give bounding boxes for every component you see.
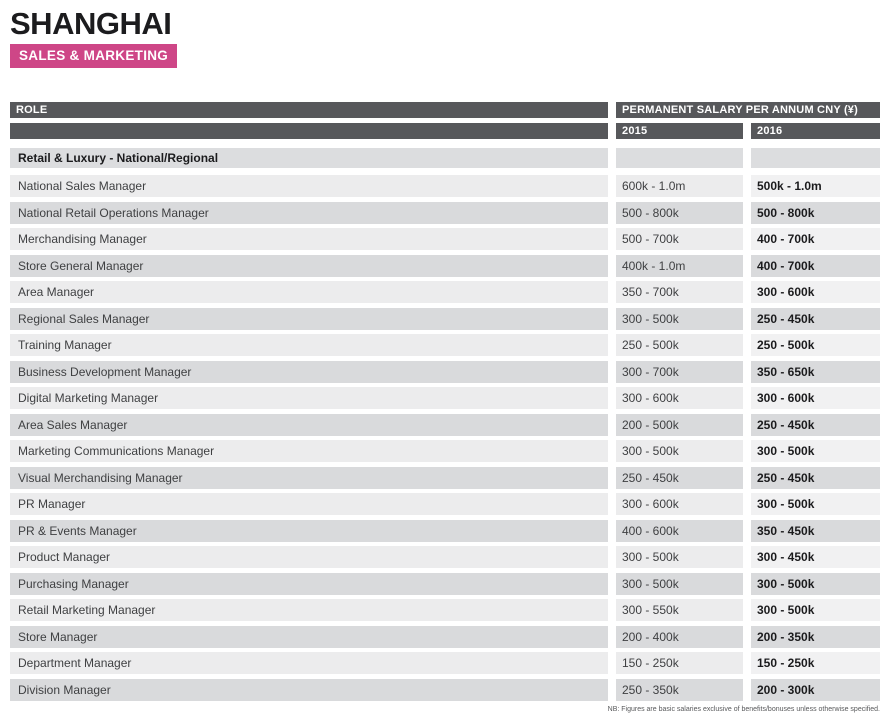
salary-2015-cell: 350 - 700k [616, 281, 743, 303]
salary-2015-cell: 500 - 700k [616, 228, 743, 250]
salary-2015-cell: 250 - 450k [616, 467, 743, 489]
table-row [10, 387, 880, 409]
role-cell: Marketing Communications Manager [10, 440, 608, 462]
salary-column-header: PERMANENT SALARY PER ANNUM CNY (¥) [616, 102, 880, 118]
salary-2016-cell: 350 - 650k [751, 361, 880, 383]
table-year-header-row [10, 123, 880, 139]
role-cell: Retail Marketing Manager [10, 599, 608, 621]
table-row [10, 175, 880, 197]
salary-2015-cell: 300 - 600k [616, 493, 743, 515]
year-2015-header: 2015 [616, 123, 743, 139]
table-row [10, 308, 880, 330]
role-column-header: ROLE [10, 102, 608, 118]
role-cell: Business Development Manager [10, 361, 608, 383]
table-row [10, 626, 880, 648]
salary-2016-cell: 400 - 700k [751, 228, 880, 250]
category-badge: SALES & MARKETING [10, 44, 177, 68]
salary-2015-cell: 300 - 500k [616, 440, 743, 462]
table-row [10, 334, 880, 356]
table-row [10, 361, 880, 383]
salary-2016-cell: 400 - 700k [751, 255, 880, 277]
table-row [10, 652, 880, 674]
salary-table [10, 102, 880, 701]
role-cell: Store General Manager [10, 255, 608, 277]
salary-2015-cell: 300 - 600k [616, 387, 743, 409]
table-row [10, 228, 880, 250]
salary-2016-cell: 500k - 1.0m [751, 175, 880, 197]
salary-2016-cell: 150 - 250k [751, 652, 880, 674]
salary-2015-cell: 400 - 600k [616, 520, 743, 542]
salary-2016-cell: 300 - 600k [751, 281, 880, 303]
table-row [10, 255, 880, 277]
salary-2015-cell: 200 - 500k [616, 414, 743, 436]
role-cell: Merchandising Manager [10, 228, 608, 250]
salary-2015-cell: 300 - 500k [616, 308, 743, 330]
section-header-row [10, 148, 880, 168]
table-row [10, 546, 880, 568]
role-cell: PR & Events Manager [10, 520, 608, 542]
table-header-row [10, 102, 880, 118]
salary-2016-cell: 250 - 450k [751, 308, 880, 330]
salary-2015-cell: 300 - 500k [616, 546, 743, 568]
salary-2016-cell: 250 - 450k [751, 414, 880, 436]
role-cell: Department Manager [10, 652, 608, 674]
table-row [10, 440, 880, 462]
salary-2015-cell: 250 - 350k [616, 679, 743, 701]
salary-2016-cell: 350 - 450k [751, 520, 880, 542]
role-cell: Visual Merchandising Manager [10, 467, 608, 489]
table-row [10, 414, 880, 436]
table-row [10, 520, 880, 542]
role-cell: Digital Marketing Manager [10, 387, 608, 409]
section-spacer-2015 [616, 148, 743, 168]
table-row [10, 493, 880, 515]
footnote: NB: Figures are basic salaries exclusive of benefits/bonuses unless otherwise specified. [607, 705, 880, 713]
salary-2016-cell: 300 - 500k [751, 573, 880, 595]
year-2016-header: 2016 [751, 123, 880, 139]
salary-2016-cell: 300 - 500k [751, 440, 880, 462]
section-spacer-2016 [751, 148, 880, 168]
section-header-label: Retail & Luxury - National/Regional [10, 148, 608, 168]
page-header [10, 6, 895, 68]
role-cell: Store Manager [10, 626, 608, 648]
table-row [10, 281, 880, 303]
salary-2016-cell: 500 - 800k [751, 202, 880, 224]
salary-2015-cell: 400k - 1.0m [616, 255, 743, 277]
salary-2016-cell: 300 - 450k [751, 546, 880, 568]
salary-2015-cell: 200 - 400k [616, 626, 743, 648]
salary-2016-cell: 250 - 450k [751, 467, 880, 489]
salary-2015-cell: 600k - 1.0m [616, 175, 743, 197]
salary-2016-cell: 300 - 600k [751, 387, 880, 409]
role-cell: Division Manager [10, 679, 608, 701]
table-row [10, 679, 880, 701]
table-row [10, 599, 880, 621]
role-cell: Area Sales Manager [10, 414, 608, 436]
table-row [10, 467, 880, 489]
salary-2016-cell: 200 - 300k [751, 679, 880, 701]
role-cell: National Sales Manager [10, 175, 608, 197]
role-cell: Product Manager [10, 546, 608, 568]
salary-2015-cell: 300 - 550k [616, 599, 743, 621]
role-cell: Area Manager [10, 281, 608, 303]
salary-2016-cell: 300 - 500k [751, 493, 880, 515]
salary-2016-cell: 250 - 500k [751, 334, 880, 356]
role-cell: Purchasing Manager [10, 573, 608, 595]
role-cell: Training Manager [10, 334, 608, 356]
role-cell: National Retail Operations Manager [10, 202, 608, 224]
salary-2016-cell: 300 - 500k [751, 599, 880, 621]
page-title: SHANGHAI [10, 6, 172, 41]
role-cell: PR Manager [10, 493, 608, 515]
role-cell: Regional Sales Manager [10, 308, 608, 330]
salary-2015-cell: 500 - 800k [616, 202, 743, 224]
salary-2015-cell: 250 - 500k [616, 334, 743, 356]
table-row [10, 202, 880, 224]
salary-2015-cell: 150 - 250k [616, 652, 743, 674]
salary-2016-cell: 200 - 350k [751, 626, 880, 648]
salary-2015-cell: 300 - 700k [616, 361, 743, 383]
salary-2015-cell: 300 - 500k [616, 573, 743, 595]
table-row [10, 573, 880, 595]
role-subheader-bar [10, 123, 608, 139]
